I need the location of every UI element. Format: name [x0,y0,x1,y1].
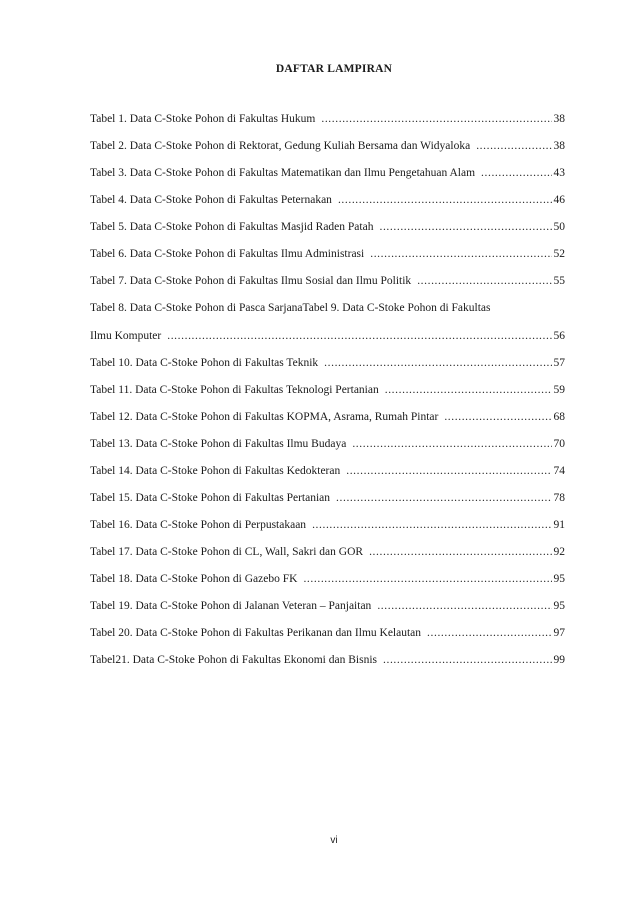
toc-entry [90,490,565,506]
toc-entry-page: 38 [553,140,565,152]
toc-leader-dots [370,246,551,262]
toc-leader-dots [321,111,551,127]
toc-leader-dots [476,138,551,154]
toc-entry-label: Tabel 20. Data C-Stoke Pohon di Fakultas Perikanan dan Ilmu Kelautan [90,627,422,639]
toc-entry [90,273,565,289]
toc-entry-page: 55 [553,275,565,287]
toc-entry-page: 56 [553,330,565,342]
toc-entry-page: 92 [553,546,565,558]
toc-entry-wrapped: Tabel 8. Data C-Stoke Pohon di Pasca SarjanaTabel 9. Data C-Stoke Pohon di Fakultas [90,302,491,314]
toc-entry-label: Tabel 1. Data C-Stoke Pohon di Fakultas Hukum [90,113,316,125]
toc-entry [90,246,565,262]
toc-entry-page: 91 [553,519,565,531]
toc-leader-dots [379,219,551,235]
toc-entry [90,111,565,127]
toc-entry-label: Tabel 11. Data C-Stoke Pohon di Fakultas Teknologi Pertanian [90,384,379,396]
toc-entry-page: 78 [553,492,565,504]
toc-entry-page: 99 [553,654,565,666]
toc-entry-label: Tabel 5. Data C-Stoke Pohon di Fakultas Masjid Raden Patah [90,221,374,233]
toc-leader-dots [377,598,551,614]
toc-entry-label: Tabel 17. Data C-Stoke Pohon di CL, Wall, Sakri dan GOR [90,546,364,558]
toc-entry-label: Tabel 2. Data C-Stoke Pohon di Rektorat, Gedung Kuliah Bersama dan Widyaloka [90,140,471,152]
toc-entry [90,544,565,560]
toc-entry-page: 50 [553,221,565,233]
toc-leader-dots [167,328,551,344]
toc-entry-label: Tabel 3. Data C-Stoke Pohon di Fakultas Matematikan dan Ilmu Pengetahuan Alam [90,167,476,179]
toc-leader-dots [481,165,551,181]
toc-entry [90,598,565,614]
toc-entry [90,192,565,208]
toc-entry-page: 97 [553,627,565,639]
toc-entry-page: 46 [553,194,565,206]
toc-leader-dots [369,544,551,560]
toc-entry [90,436,565,452]
toc-entry [90,409,565,425]
toc-entry [90,652,565,668]
toc-entry-page: 57 [553,357,565,369]
toc-entry-page: 59 [553,384,565,396]
toc-entry-page: 74 [553,465,565,477]
toc-entry [90,219,565,235]
toc-leader-dots [427,625,551,641]
toc-leader-dots [324,355,551,371]
toc-entry [90,165,565,181]
toc-entry-label: Tabel 13. Data C-Stoke Pohon di Fakultas Ilmu Budaya [90,438,347,450]
toc-entry [90,571,565,587]
toc-entry-label: Tabel 7. Data C-Stoke Pohon di Fakultas Ilmu Sosial dan Ilmu Politik [90,275,412,287]
toc-entry [90,517,565,533]
toc-leader-dots [444,409,551,425]
toc-entry-label: Tabel 16. Data C-Stoke Pohon di Perpustakaan [90,519,307,531]
toc-entry-label: Tabel 10. Data C-Stoke Pohon di Fakultas Teknik [90,357,319,369]
toc-leader-dots [385,382,552,398]
toc-leader-dots [303,571,551,587]
toc-leader-dots [346,463,551,479]
toc-entry-page: 68 [553,411,565,423]
toc-leader-dots [336,490,551,506]
toc-entry-label: Ilmu Komputer [90,330,162,342]
toc-entry [90,382,565,398]
toc-entry-label: Tabel21. Data C-Stoke Pohon di Fakultas Ekonomi dan Bisnis [90,654,377,666]
toc-entry-label: Tabel 14. Data C-Stoke Pohon di Fakultas Kedokteran [90,465,341,477]
page-title: DAFTAR LAMPIRAN [275,63,393,75]
toc-entry-page: 95 [553,600,565,612]
toc-entry [90,463,565,479]
toc-entry-page: 52 [553,248,565,260]
toc-leader-dots [383,652,552,668]
toc-entry-page: 70 [553,438,565,450]
toc-leader-dots [312,517,551,533]
toc-leader-dots [338,192,552,208]
toc-entry [90,328,565,344]
toc-entry [90,138,565,154]
toc-entry-label: Tabel 6. Data C-Stoke Pohon di Fakultas Ilmu Administrasi [90,248,365,260]
toc-entry-page: 43 [553,167,565,179]
toc-entry-label: Tabel 19. Data C-Stoke Pohon di Jalanan Veteran – Panjaitan [90,600,372,612]
toc-entry-label: Tabel 15. Data C-Stoke Pohon di Fakultas Pertanian [90,492,331,504]
toc-entry-label: Tabel 18. Data C-Stoke Pohon di Gazebo FK [90,573,298,585]
toc-entry-page: 95 [553,573,565,585]
toc-entry [90,625,565,641]
toc-leader-dots [417,273,551,289]
toc-entry-page: 38 [553,113,565,125]
toc-entry-label: Tabel 12. Data C-Stoke Pohon di Fakultas KOPMA, Asrama, Rumah Pintar [90,411,439,423]
toc-leader-dots [352,436,551,452]
toc-entry [90,355,565,371]
page-number: vi [330,835,338,846]
toc-entry-label: Tabel 4. Data C-Stoke Pohon di Fakultas Peternakan [90,194,332,206]
